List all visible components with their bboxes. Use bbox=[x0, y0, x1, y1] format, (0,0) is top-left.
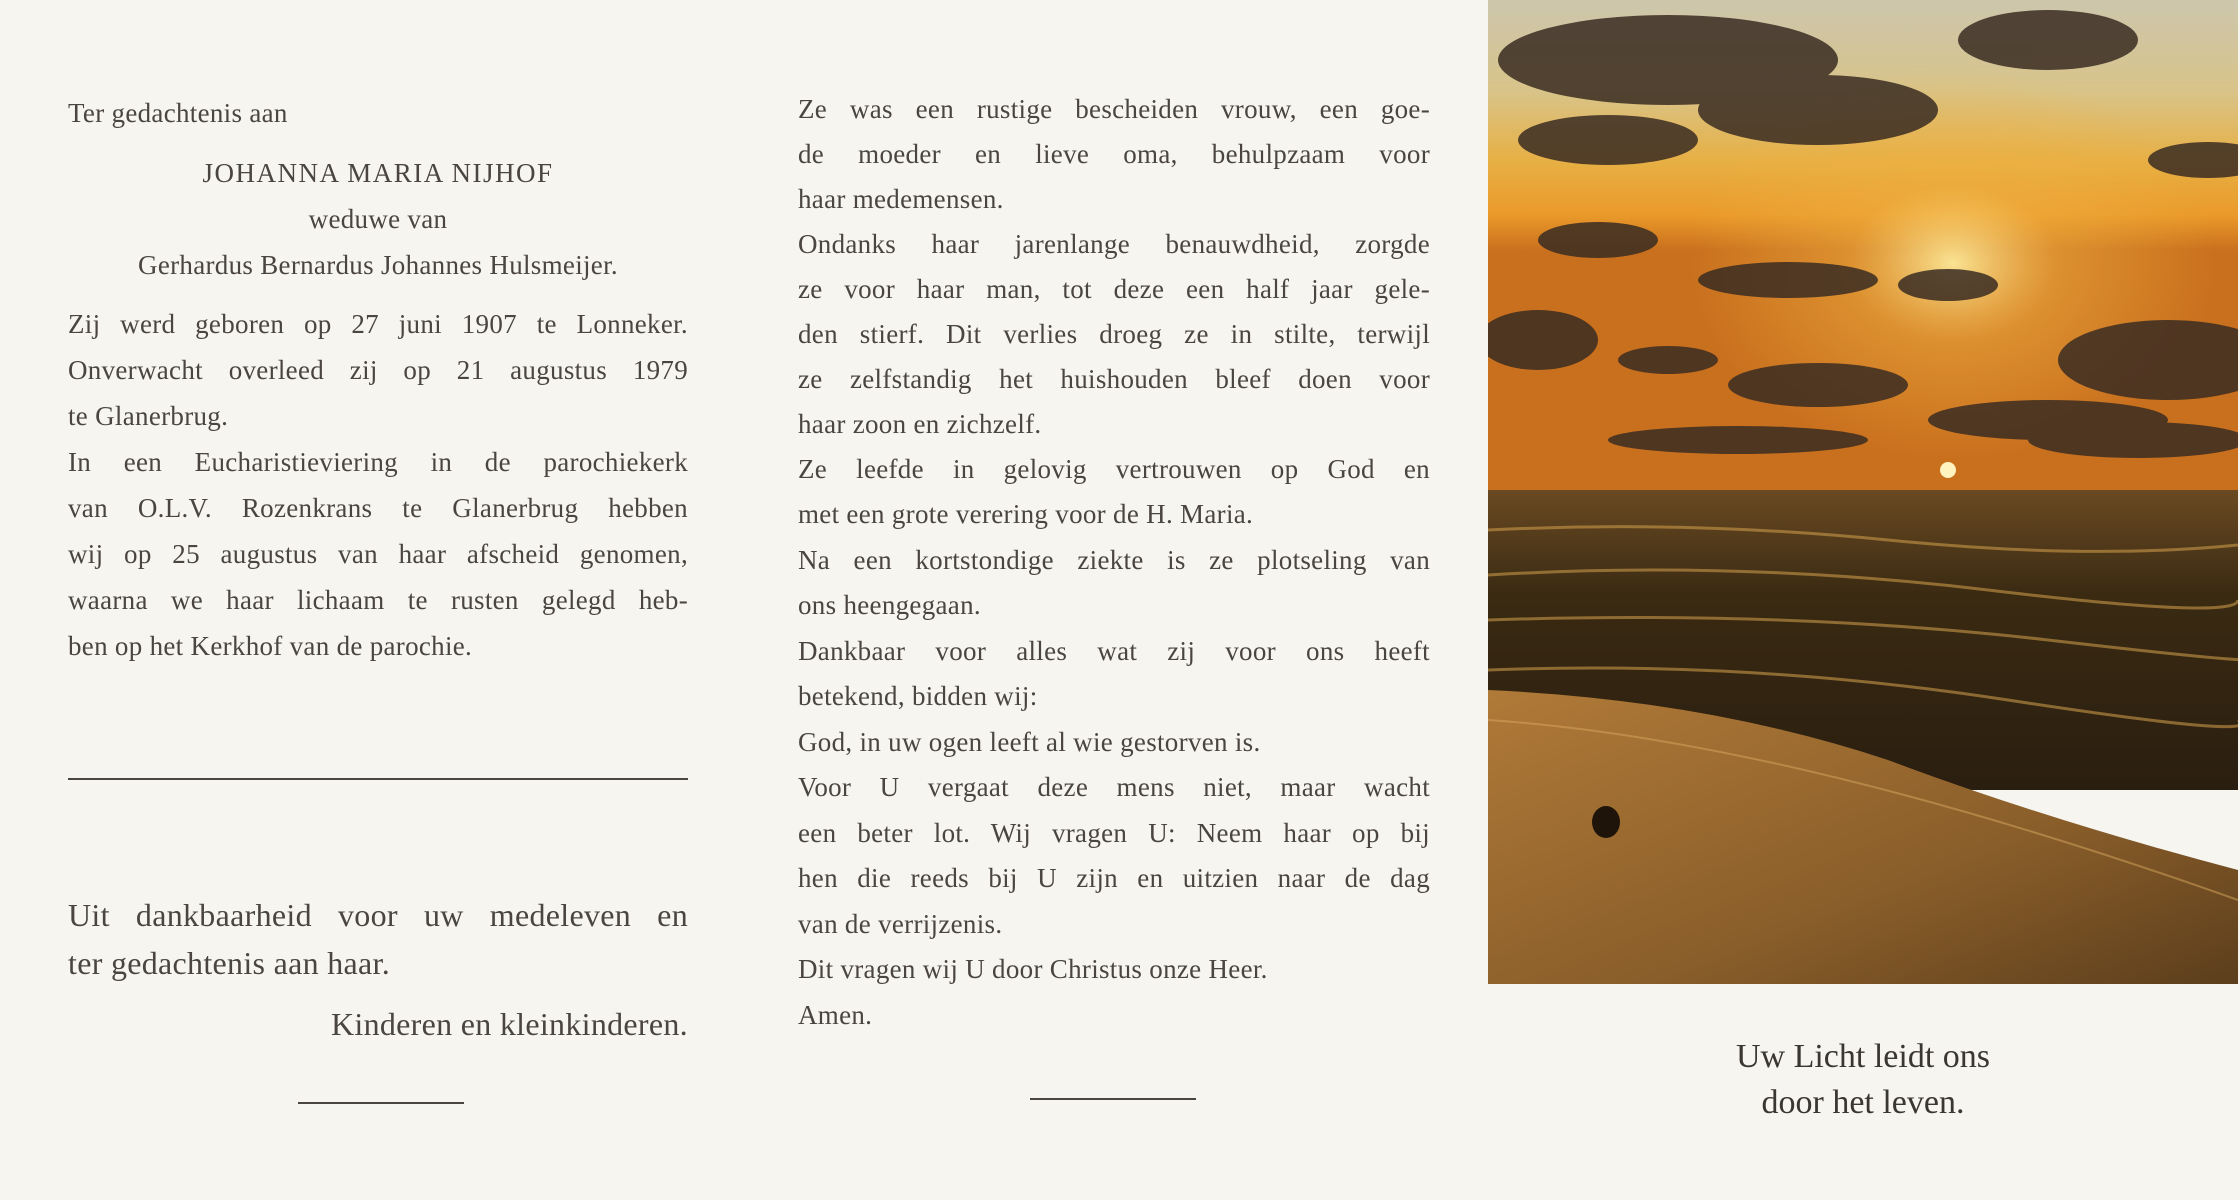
short-divider bbox=[1030, 1098, 1196, 1100]
body-line: Zij werd geboren op 27 juni 1907 te Lonneker. bbox=[68, 309, 688, 339]
text-line: Dankbaar voor alles wat zij voor ons heeft bbox=[798, 636, 1430, 666]
short-divider bbox=[298, 1102, 464, 1104]
body-line: van O.L.V. Rozenkrans te Glanerbrug hebben bbox=[68, 493, 688, 523]
caption-line: Uw Licht leidt ons bbox=[1735, 1038, 1991, 1075]
body-line: In een Eucharistieviering in de parochiekerk bbox=[68, 447, 688, 477]
text-line: haar medemensen. bbox=[798, 184, 1004, 214]
text-line: Ze leefde in gelovig vertrouwen op God en bbox=[798, 454, 1430, 484]
text-line: ze voor haar man, tot deze een half jaar gele- bbox=[798, 274, 1430, 304]
widow-of-text: weduwe van bbox=[308, 204, 448, 234]
text-line: hen die reeds bij U zijn en uitzien naar de dag bbox=[798, 863, 1430, 893]
body-line: wij op 25 augustus van haar afscheid genomen, bbox=[68, 539, 688, 569]
text-line: den stierf. Dit verlies droeg ze in stilte, terwijl bbox=[798, 319, 1430, 349]
text-line: haar zoon en zichzelf. bbox=[798, 409, 1042, 439]
text-line: God, in uw ogen leeft al wie gestorven is. bbox=[798, 727, 1261, 757]
husband-name: Gerhardus Bernardus Johannes Hulsmeijer. bbox=[138, 250, 618, 280]
text-line: Amen. bbox=[798, 1000, 873, 1030]
thanks-line: ter gedachtenis aan haar. bbox=[68, 945, 390, 981]
text-line: een beter lot. Wij vragen U: Neem haar op bij bbox=[798, 818, 1430, 848]
text-line: betekend, bidden wij: bbox=[798, 681, 1038, 711]
text-line: Na een kortstondige ziekte is ze plotseling van bbox=[798, 545, 1430, 575]
intro-text: Ter gedachtenis aan bbox=[68, 98, 288, 128]
sunset-beach-photo bbox=[1488, 0, 2238, 984]
right-panel bbox=[1488, 0, 2240, 1200]
thanks-line: Uit dankbaarheid voor uw medeleven en bbox=[68, 897, 688, 933]
divider-line bbox=[68, 778, 688, 780]
body-line: te Glanerbrug. bbox=[68, 401, 229, 431]
text-line: Ze was een rustige bescheiden vrouw, een goe- bbox=[798, 94, 1430, 124]
text-line: Dit vragen wij U door Christus onze Heer. bbox=[798, 954, 1268, 984]
text-line: ons heengegaan. bbox=[798, 590, 981, 620]
caption-line: door het leven. bbox=[1761, 1084, 1965, 1121]
text-line: van de verrijzenis. bbox=[798, 909, 1003, 939]
body-line: Onverwacht overleed zij op 21 augustus 1979 bbox=[68, 355, 688, 385]
body-line: ben op het Kerkhof van de parochie. bbox=[68, 631, 473, 661]
body-line: waarna we haar lichaam te rusten gelegd heb- bbox=[68, 585, 688, 615]
text-line: Voor U vergaat deze mens niet, maar wacht bbox=[798, 772, 1430, 802]
left-panel bbox=[0, 0, 760, 1200]
text-line: met een grote verering voor de H. Maria. bbox=[798, 499, 1254, 529]
signature-text: Kinderen en kleinkinderen. bbox=[330, 1006, 688, 1042]
deceased-name: JOHANNA MARIA NIJHOF bbox=[202, 158, 554, 188]
text-line: ze zelfstandig het huishouden bleef doen voor bbox=[798, 364, 1430, 394]
text-line: de moeder en lieve oma, behulpzaam voor bbox=[798, 139, 1430, 169]
middle-panel bbox=[760, 0, 1490, 1200]
text-line: Ondanks haar jarenlange benauwdheid, zorgde bbox=[798, 229, 1430, 259]
